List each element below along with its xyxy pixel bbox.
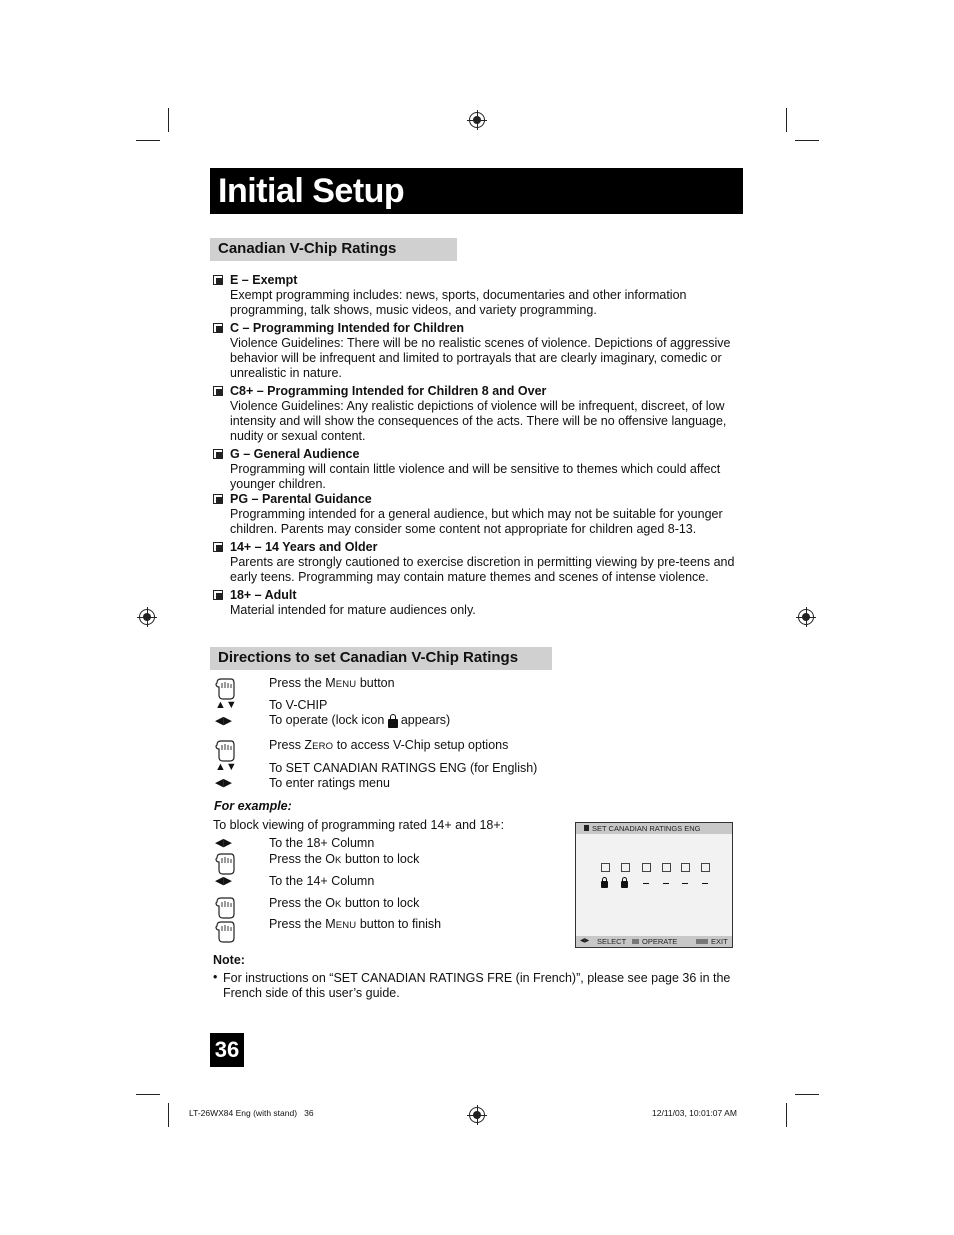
select-arrows-icon: ◀▶ xyxy=(580,938,590,944)
checkbox-bullet-icon xyxy=(213,542,223,552)
press-hand-icon xyxy=(214,896,234,918)
crop-mark xyxy=(786,1103,787,1127)
rating-name: C8+ – Programming Intended for Children 8 and Over xyxy=(230,384,547,398)
section-heading-ratings xyxy=(210,238,457,261)
example-step-press-menu: Press the MENU button to finish xyxy=(269,917,442,931)
lock-icon xyxy=(584,825,589,831)
step-press-menu: Press the MENU button xyxy=(269,676,395,690)
crop-mark xyxy=(795,1094,819,1095)
tv-screen-illustration xyxy=(575,822,733,948)
example-intro: To block viewing of programming rated 14+ and 18+: xyxy=(213,818,505,832)
footer-left: LT-26WX84 Eng (with stand) 36 xyxy=(189,1108,314,1118)
unlocked-dash xyxy=(702,883,708,884)
up-down-arrows-icon: ▲▼ xyxy=(215,699,237,711)
crop-mark xyxy=(136,140,160,141)
press-hand-icon xyxy=(214,677,234,699)
crop-mark xyxy=(136,1094,160,1095)
up-down-arrows-icon: ▲▼ xyxy=(215,761,237,773)
example-step-14-column: To the 14+ Column xyxy=(269,874,375,888)
checkbox-bullet-icon xyxy=(213,275,223,285)
section-heading-label: Canadian V-Chip Ratings xyxy=(218,240,397,257)
rating-icon xyxy=(601,863,610,872)
rating-item xyxy=(213,492,743,537)
rating-description: Violence Guidelines: Any realistic depictions of violence will be infrequent, discreet, of low intensity and will show the consequences of the acts. There will be no offensive language, nudity or sexual content. xyxy=(230,399,727,443)
ok-button-icon xyxy=(632,939,639,944)
screen-title: SET CANADIAN RATINGS ENG xyxy=(592,824,701,833)
rating-icon xyxy=(621,863,630,872)
registration-mark-icon xyxy=(139,609,155,625)
rating-name: PG – Parental Guidance xyxy=(230,492,372,506)
left-right-arrows-icon: ◀▶ xyxy=(215,875,232,887)
rating-icon xyxy=(681,863,690,872)
press-hand-icon xyxy=(214,920,234,942)
crop-mark xyxy=(168,1103,169,1127)
step-operate-lock: To operate (lock icon appears) xyxy=(269,713,451,727)
rating-description: Parents are strongly cautioned to exercise discretion in permitting viewing by pre-teens and early teens. Programming may contain mature themes and scenes of intense violence. xyxy=(230,555,735,584)
rating-name: 14+ – 14 Years and Older xyxy=(230,540,378,554)
lock-icon xyxy=(621,881,628,888)
lock-icon xyxy=(601,881,608,888)
footer-right: 12/11/03, 10:01:07 AM xyxy=(652,1108,737,1118)
left-right-arrows-icon: ◀▶ xyxy=(215,837,232,849)
rating-description: Programming will contain little violence and will be sensitive to themes which could affect younger children. xyxy=(230,462,721,491)
unlocked-dash xyxy=(643,883,649,884)
crop-mark xyxy=(786,108,787,132)
screen-title-bar xyxy=(576,823,732,834)
checkbox-bullet-icon xyxy=(213,323,223,333)
screen-operate-label: OPERATE xyxy=(642,937,678,946)
example-step-press-ok: Press the OK button to lock xyxy=(269,896,420,910)
rating-icon xyxy=(701,863,710,872)
section-heading-directions xyxy=(210,647,552,670)
rating-icon xyxy=(642,863,651,872)
rating-name: G – General Audience xyxy=(230,447,360,461)
checkbox-bullet-icon xyxy=(213,386,223,396)
page-title: Initial Setup xyxy=(218,172,405,210)
rating-item xyxy=(213,273,743,318)
unlocked-dash xyxy=(663,883,669,884)
rating-item xyxy=(213,588,743,618)
menu-button-icon xyxy=(696,939,708,944)
screen-exit-label: EXIT xyxy=(711,937,728,946)
step-set-ratings-eng: To SET CANADIAN RATINGS ENG (for English) xyxy=(269,761,538,775)
example-label: For example: xyxy=(214,799,292,813)
page-number: 36 xyxy=(210,1033,244,1067)
crop-mark xyxy=(795,140,819,141)
example-step-press-ok: Press the OK button to lock xyxy=(269,852,420,866)
registration-mark-icon xyxy=(798,609,814,625)
press-hand-icon xyxy=(214,739,234,761)
crop-mark xyxy=(168,108,169,132)
rating-description: Programming intended for a general audience, but which may not be suitable for younger children. Parents may consider some content not appropriate for children aged 8-13. xyxy=(230,507,723,536)
registration-mark-icon xyxy=(469,1107,485,1123)
title-bar xyxy=(210,168,743,214)
rating-name: C – Programming Intended for Children xyxy=(230,321,465,335)
note-bullet: • xyxy=(213,970,218,984)
left-right-arrows-icon: ◀▶ xyxy=(215,715,232,727)
step-to-vchip: To V-CHIP xyxy=(269,698,328,712)
screen-footer-bar xyxy=(576,936,732,947)
rating-icon xyxy=(662,863,671,872)
example-step-18-column: To the 18+ Column xyxy=(269,836,375,850)
rating-item xyxy=(213,447,743,492)
rating-description: Violence Guidelines: There will be no realistic scenes of violence. Depictions of aggressive behavior will be infrequent and limited to portrayals that are clearly imaginary, comedic or unrealistic in nature. xyxy=(230,336,731,380)
section-heading-label: Directions to set Canadian V-Chip Ratings xyxy=(218,649,519,666)
rating-description: Material intended for mature audiences only. xyxy=(230,603,476,617)
checkbox-bullet-icon xyxy=(213,590,223,600)
checkbox-bullet-icon xyxy=(213,494,223,504)
press-hand-icon xyxy=(214,852,234,874)
lock-icon xyxy=(388,714,398,726)
rating-description: Exempt programming includes: news, sports, documentaries and other information programming, talk shows, music videos, and variety programming. xyxy=(230,288,687,317)
checkbox-bullet-icon xyxy=(213,449,223,459)
rating-item xyxy=(213,384,743,444)
note-text: For instructions on “SET CANADIAN RATINGS FRE (in French)”, please see page 36 in the French side of this user’s guide. xyxy=(223,971,731,1000)
rating-name: E – Exempt xyxy=(230,273,298,287)
rating-name: 18+ – Adult xyxy=(230,588,297,602)
note-label: Note: xyxy=(213,953,245,967)
left-right-arrows-icon: ◀▶ xyxy=(215,777,232,789)
rating-item xyxy=(213,321,743,381)
step-press-zero: Press ZERO to access V-Chip setup options xyxy=(269,738,509,752)
unlocked-dash xyxy=(682,883,688,884)
registration-mark-icon xyxy=(469,112,485,128)
screen-select-label: SELECT xyxy=(597,937,627,946)
step-enter-ratings-menu: To enter ratings menu xyxy=(269,776,390,790)
rating-item xyxy=(213,540,743,585)
